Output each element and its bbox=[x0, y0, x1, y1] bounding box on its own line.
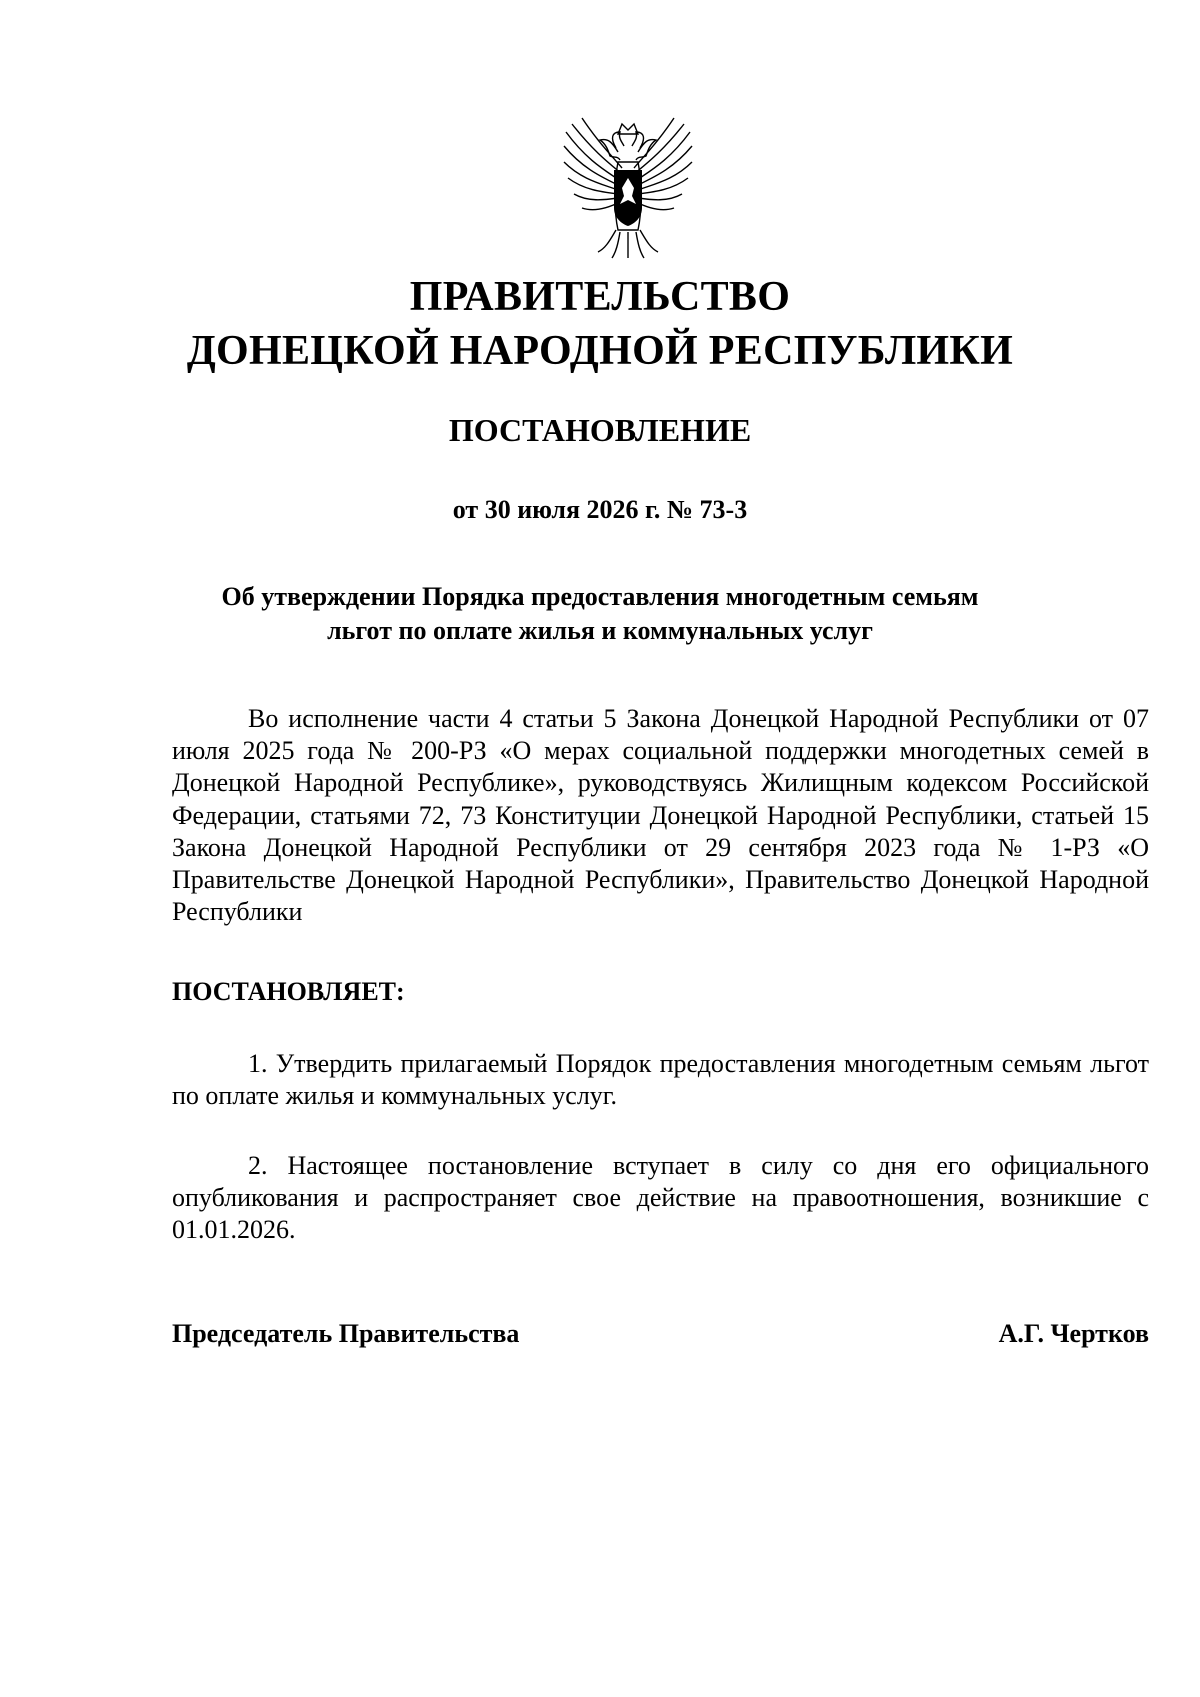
resolution-item-1: 1. Утвердить прилагаемый Порядок предоставления многодетным семьям льгот по оплате жилья и коммунальных услуг. bbox=[172, 1049, 1149, 1111]
document-type: ПОСТАНОВЛЕНИЕ bbox=[448, 412, 752, 448]
government-name bbox=[0, 270, 1200, 378]
document-subject bbox=[0, 580, 1200, 648]
subject-line2: льгот по оплате жилья и коммунальных услуг bbox=[327, 616, 873, 645]
document-date-number: от 30 июля 2026 г. № 73-3 bbox=[452, 495, 748, 524]
government-name-line2: ДОНЕЦКОЙ НАРОДНОЙ РЕСПУБЛИКИ bbox=[186, 328, 1014, 374]
resolves-heading: ПОСТАНОВЛЯЕТ: bbox=[172, 977, 405, 1006]
signatory-name: А.Г. Чертков bbox=[998, 1319, 1149, 1348]
preamble-paragraph: Во исполнение части 4 статьи 5 Закона Донецкой Народной Республики от 07 июля 2025 года № 200-РЗ «О мерах социальной поддержки многодетных семей в Донецкой Народной Республике», руководствуясь Жилищным кодексом Российской Федерации, статьями 72, 73 Конституции Донецкой Народной Республики, статьей 15 Закона Донецкой Народной Республики от 29 сентября 2023 года № 1-РЗ «О Правительстве Донецкой Народной Республики», Правительство Донецкой Народной Республики bbox=[172, 704, 1149, 927]
signatory-title: Председатель Правительства bbox=[172, 1319, 520, 1348]
resolution-item-2: 2. Настоящее постановление вступает в силу со дня его официального опубликования и распространяет свое действие на правоотношения, возникшие с 01.01.2026. bbox=[172, 1151, 1149, 1245]
government-name-line1: ПРАВИТЕЛЬСТВО bbox=[409, 274, 791, 320]
subject-line1: Об утверждении Порядка предоставления многодетным семьям bbox=[221, 582, 979, 611]
coat-of-arms-icon bbox=[558, 112, 698, 260]
